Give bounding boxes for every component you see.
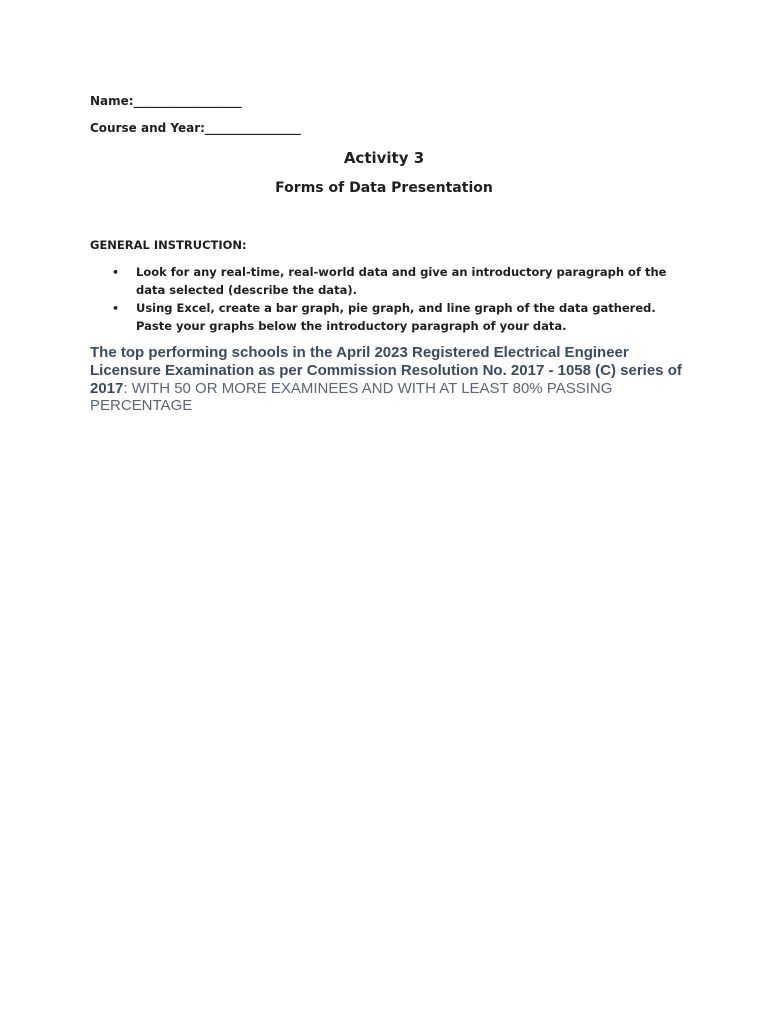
name-label: Name: <box>90 94 134 108</box>
activity-subtitle: Forms of Data Presentation <box>275 180 493 196</box>
instruction-text: Look for any real-time, real-world data and give an introductory paragraph of the data selected (describe the data). <box>136 265 667 297</box>
instruction-item <box>90 264 690 299</box>
name-blank-line: __________________ <box>133 94 242 108</box>
course-year-label: Course and Year: <box>90 121 205 135</box>
course-year-blank-line: ________________ <box>204 121 301 135</box>
bullet-icon: • <box>112 266 120 279</box>
bullet-icon: • <box>112 302 120 315</box>
activity-title: Activity 3 <box>343 149 425 167</box>
instruction-item <box>90 300 690 335</box>
instruction-list <box>90 264 690 336</box>
instruction-text: Using Excel, create a bar graph, pie graph, and line graph of the data gathered. Paste your graphs below the introductory paragraph of your data. <box>136 301 656 333</box>
data-topic-paragraph <box>90 344 690 415</box>
topic-normal-text: : WITH 50 OR MORE EXAMINEES AND WITH AT LEAST 80% PASSING PERCENTAGE <box>90 379 613 415</box>
instruction-heading: GENERAL INSTRUCTION: <box>90 238 247 252</box>
topic-bold-text: The top performing schools in the April 2023 Registered Electrical Engineer Licensure Examination as per Commission Resolution No. 2017 - 1058 (C) series of 2017 <box>90 344 682 397</box>
course-year-field <box>90 121 301 135</box>
name-field <box>90 94 242 108</box>
